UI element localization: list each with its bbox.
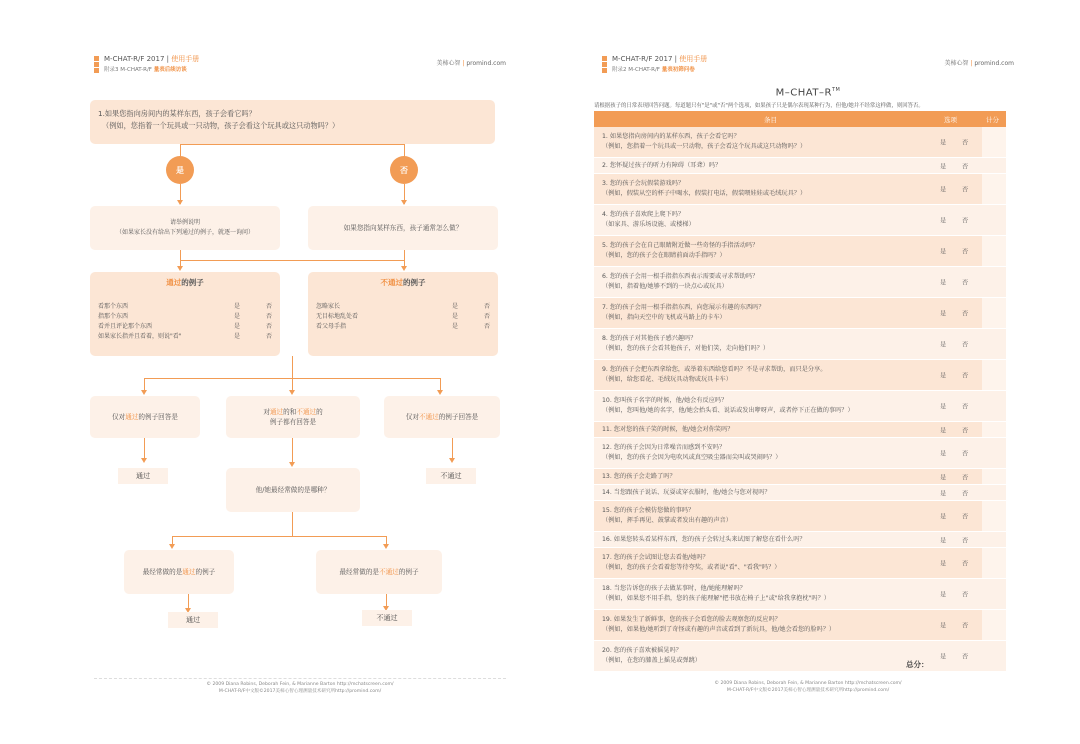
no-option[interactable]: 否 <box>962 591 969 599</box>
question-text: 8. 您的孩子对其他孩子感兴趣吗？ （例如，您的孩子会看其他孩子，对他们笑，走向他们吗？） <box>602 335 770 352</box>
question-text: 6. 您的孩子会用一根手指指东西表示需要或寻求帮助吗？ （例如，指着他/她够不到的一块点心或玩具） <box>602 273 759 290</box>
no-option[interactable]: 否 <box>962 403 969 411</box>
question-row <box>594 548 1006 579</box>
question-row <box>594 329 1006 360</box>
yes-instruction-box: 请举例说明 （如果家长没有给出下列通过的例子，就逐一询问） <box>90 206 280 250</box>
no-instruction-box: 如果您指向某样东西，孩子通常怎么做？ <box>308 206 498 250</box>
no-option[interactable]: 否 <box>962 490 969 497</box>
header-title: M-CHAT-R/F 2017 | 使用手册 <box>104 55 200 63</box>
example-text: 指那个东西 <box>98 313 129 320</box>
yes-option[interactable]: 是 <box>940 403 947 411</box>
yes-option[interactable]: 是 <box>940 490 947 497</box>
question-text: 14. 当您跟孩子说话、玩耍或穿衣服时，他/她会与您对视吗？ <box>602 488 771 496</box>
no-option[interactable]: 否 <box>962 653 969 661</box>
questionnaire-title: M–CHAT–R™ <box>775 87 841 99</box>
question-text: 11. 您对您的孩子笑的时候，他/她会对你笑吗？ <box>602 425 734 433</box>
example-row <box>316 312 490 321</box>
yes-option[interactable]: 是 <box>234 313 241 320</box>
question-row <box>594 532 1006 548</box>
example-text: 看那个东西 <box>98 303 129 310</box>
example-text: 看父母手指 <box>316 323 347 330</box>
score-cell[interactable] <box>982 438 1006 468</box>
no-node: 否 <box>390 156 418 184</box>
frequent-behavior-question: 他/她最经常做的是哪种？ <box>226 468 360 512</box>
example-row <box>98 322 272 331</box>
yes-option[interactable]: 是 <box>940 341 947 349</box>
score-cell[interactable] <box>982 158 1006 173</box>
question-text: 13. 您的孩子会走路了吗？ <box>602 472 676 480</box>
question-row <box>594 174 1006 205</box>
no-option[interactable]: 否 <box>962 163 969 170</box>
example-text: 看并且评论那个东西 <box>98 323 153 330</box>
no-option[interactable]: 否 <box>962 310 969 318</box>
question-row <box>594 469 1006 485</box>
result-pass-final: 通过 <box>168 612 218 628</box>
col-option-header: 选项 <box>944 116 957 124</box>
question-text: 1. 如果您指向房间内的某样东西，孩子会看它吗？ （例如，您指着一个玩具或一只动物，孩子会看这个玩具或这只动物吗？） <box>602 133 807 150</box>
no-option[interactable]: 否 <box>962 537 969 544</box>
no-option[interactable]: 否 <box>962 248 969 256</box>
question-text: 18. 当您告诉您的孩子去做某事时，他/她能理解吗？ （例如，如果您不用手指，您的孩子能理解"把书放在椅子上"或"给我拿抱枕"吗？） <box>602 585 830 602</box>
yes-option[interactable]: 是 <box>234 303 241 310</box>
no-option[interactable]: 否 <box>483 303 490 310</box>
col-item-header: 条目 <box>764 116 777 124</box>
header-subtitle: 附录3 M-CHAT-R/F 量表后续访谈 <box>104 67 187 73</box>
question-row <box>594 127 1006 158</box>
no-option[interactable]: 否 <box>265 303 272 310</box>
page-footer: © 2009 Diana Robins, Deborah Fein, & Marianne Barton http://mchatscreen.com/ M-CHAT-R/F中文版©2017美柿心智心理测量技术研究所http://promind.com/ <box>206 682 394 694</box>
question-text: 15. 您的孩子会模仿您做的事吗？ （例如，挥手再见、鼓掌或者发出有趣的声音） <box>602 507 732 524</box>
question-text: 20. 您的孩子喜欢被摇晃吗？ （例如，在您的膝盖上摇晃或弹跳） <box>602 647 701 664</box>
most-frequent-fail-box: 最经常做的是 不通过 的例子 <box>316 550 442 594</box>
question-text: 3. 您的孩子会玩假装游戏吗？ （例如，假装从空的杯子中喝水，假装打电话，假装喂娃娃或毛绒玩具？） <box>602 180 807 197</box>
fail-examples-box <box>308 272 498 356</box>
example-row <box>316 302 490 311</box>
no-option[interactable]: 否 <box>962 139 969 147</box>
no-option[interactable]: 否 <box>962 560 969 568</box>
question-text: 12. 您的孩子会因为日常噪音而感到不安吗？ （例如，您的孩子会因为电吹风或真空吸尘器而尖叫或哭闹吗？） <box>602 444 782 461</box>
yes-option[interactable]: 是 <box>940 139 947 147</box>
page-header <box>94 54 506 78</box>
total-score-label: 总分： <box>906 660 929 669</box>
yes-option[interactable]: 是 <box>940 279 947 287</box>
page-header <box>602 54 1014 78</box>
no-option[interactable]: 否 <box>265 333 272 340</box>
question-text: 7. 您的孩子会用一根手指指东西，向您展示有趣的东西吗？ （例如，指向天空中的飞机或马路上的卡车） <box>602 304 765 321</box>
result-fail: 不通过 <box>426 468 476 484</box>
brand-logo-icon <box>94 56 99 74</box>
yes-option[interactable]: 是 <box>452 323 459 330</box>
yes-node: 是 <box>166 156 194 184</box>
yes-option[interactable]: 是 <box>940 474 947 481</box>
question-text: 10. 您叫孩子名字的时候，他/她会有反应吗？ （例如，您叫他/她的名字，他/她会抬头看、说话或发出咿呀声，或者停下正在做的事吗？） <box>602 397 854 414</box>
score-cell[interactable] <box>982 360 1006 390</box>
no-option[interactable]: 否 <box>962 474 969 481</box>
question-row <box>594 360 1006 391</box>
branch-both-box: 对通过的和不通过的 例子都有回答是 <box>226 396 360 438</box>
yes-option[interactable]: 是 <box>940 163 947 170</box>
question-text: 16. 如果您转头看某样东西，您的孩子会转过头来试图了解您在看什么吗？ <box>602 535 806 543</box>
no-option[interactable]: 否 <box>962 622 969 630</box>
example-text: 无目标地乱处看 <box>316 313 359 320</box>
question-row <box>594 610 1006 641</box>
question-row <box>594 298 1006 329</box>
score-cell[interactable] <box>982 267 1006 297</box>
yes-option[interactable]: 是 <box>452 313 459 320</box>
no-option[interactable]: 否 <box>962 186 969 194</box>
question-text: 17. 您的孩子会试图让您去看他/她吗？ （例如，您的孩子会看着您等待夸奖，或者说"看"、"看我"吗？） <box>602 554 781 571</box>
yes-option[interactable]: 是 <box>940 186 947 194</box>
yes-option[interactable]: 是 <box>234 333 241 340</box>
yes-option[interactable]: 是 <box>940 653 947 661</box>
question-text: 4. 您的孩子喜欢爬上爬下吗？ （如家具、游乐场设施、或楼梯） <box>602 211 695 228</box>
no-option[interactable]: 否 <box>962 450 969 458</box>
yes-option[interactable]: 是 <box>234 323 241 330</box>
question-text: 2. 您怀疑过孩子的听力有障碍（耳聋）吗？ <box>602 161 722 169</box>
question-text: 5. 您的孩子会在自己眼睛附近做一些奇怪的手指活动吗？ （例如，您的孩子会在眼睛前面动手指吗？） <box>602 242 759 259</box>
table-header <box>594 111 1006 127</box>
question-row <box>594 267 1006 298</box>
no-option[interactable]: 否 <box>483 313 490 320</box>
no-option[interactable]: 否 <box>962 341 969 349</box>
col-score-header: 计分 <box>986 116 999 124</box>
most-frequent-pass-box: 最经常做的是 通过 的例子 <box>124 550 234 594</box>
yes-option[interactable]: 是 <box>940 450 947 458</box>
no-option[interactable]: 否 <box>962 513 969 521</box>
fail-examples-title: 不通过 的例子 <box>380 278 426 287</box>
question-row <box>594 205 1006 236</box>
result-pass: 通过 <box>118 468 168 484</box>
yes-option[interactable]: 是 <box>940 217 947 225</box>
header-site: 美柿心智 | promind.com <box>436 60 506 67</box>
score-cell[interactable] <box>982 174 1006 204</box>
questionnaire-instructions: 请根据孩子的日常表现回答问题。每道题只有"是"或"否"两个选项，如果孩子只是偶尔表现某种行为，但他/她并不经常这样做，则回答否。 <box>594 103 924 109</box>
question-row <box>594 158 1006 174</box>
score-cell[interactable] <box>982 127 1006 157</box>
example-text: 忽略家长 <box>316 303 341 310</box>
no-option[interactable]: 否 <box>483 323 490 330</box>
question-row <box>594 579 1006 610</box>
example-text: 如果家长指并且看着，则说"看" <box>98 333 182 340</box>
header-site: 美柿心智 | promind.com <box>944 60 1014 67</box>
example-row <box>98 312 272 321</box>
question-table <box>594 111 1006 672</box>
score-cell[interactable] <box>982 532 1006 547</box>
yes-option[interactable]: 是 <box>940 310 947 318</box>
score-cell[interactable] <box>982 391 1006 421</box>
question-row <box>594 485 1006 501</box>
question-row <box>594 422 1006 438</box>
score-cell[interactable] <box>982 236 1006 266</box>
score-cell[interactable] <box>982 548 1006 578</box>
yes-option[interactable]: 是 <box>452 303 459 310</box>
page-footer: © 2009 Diana Robins, Deborah Fein, & Marianne Barton http://mchatscreen.com/ M-CHAT-R/F中文版©2017美柿心智心理测量技术研究所http://promind.com/ <box>714 681 902 693</box>
yes-option[interactable]: 是 <box>940 560 947 568</box>
question-row <box>594 641 1006 672</box>
question-text: 19. 如果发生了新鲜事，您的孩子会看您的脸去观察您的反应吗？ （例如，如果他/她听到了奇怪或有趣的声音或看到了新玩具，他/她会看您的脸吗？） <box>602 616 836 633</box>
question-row <box>594 501 1006 532</box>
score-cell[interactable] <box>982 579 1006 609</box>
score-cell[interactable] <box>982 641 1006 671</box>
result-fail-final: 不通过 <box>362 610 412 626</box>
no-option[interactable]: 否 <box>962 372 969 380</box>
no-option[interactable]: 否 <box>962 217 969 225</box>
brand-logo-icon <box>602 56 607 74</box>
score-cell[interactable] <box>982 298 1006 328</box>
yes-option[interactable]: 是 <box>940 513 947 521</box>
no-option[interactable]: 否 <box>962 279 969 287</box>
yes-option[interactable]: 是 <box>940 427 947 434</box>
yes-option[interactable]: 是 <box>940 591 947 599</box>
header-title: M-CHAT-R/F 2017 | 使用手册 <box>612 55 708 63</box>
screening-questionnaire-page <box>588 38 1028 703</box>
score-cell[interactable] <box>982 469 1006 484</box>
yes-option[interactable]: 是 <box>940 622 947 630</box>
example-row <box>98 302 272 311</box>
yes-option[interactable]: 是 <box>940 248 947 256</box>
example-row <box>316 322 490 331</box>
header-subtitle: 附录2 M-CHAT-R/F 量表初筛问卷 <box>612 67 695 73</box>
example-row <box>98 332 272 341</box>
score-cell[interactable] <box>982 610 1006 640</box>
branch-fail-only-box: 仅对 不通过 的例子回答是 <box>384 396 500 438</box>
score-cell[interactable] <box>982 485 1006 500</box>
question-row <box>594 438 1006 469</box>
score-cell[interactable] <box>982 205 1006 235</box>
score-cell[interactable] <box>982 329 1006 359</box>
yes-option[interactable]: 是 <box>940 372 947 380</box>
branch-pass-only-box: 仅对 通过 的例子回答是 <box>90 396 200 438</box>
question-row <box>594 236 1006 267</box>
question-text: 9. 您的孩子会把东西拿给您，或举着东西给您看吗？不是寻求帮助，而只是分享。 （例如，给您看花、毛绒玩具动物或玩具卡车） <box>602 366 827 383</box>
score-cell[interactable] <box>982 422 1006 437</box>
no-option[interactable]: 否 <box>962 427 969 434</box>
score-cell[interactable] <box>982 501 1006 531</box>
no-option[interactable]: 否 <box>265 323 272 330</box>
yes-option[interactable]: 是 <box>940 537 947 544</box>
pass-examples-box <box>90 272 280 356</box>
question-row <box>594 391 1006 422</box>
question-box: 1.如果您指向房间内的某样东西，孩子会看它吗？ （例如，您指着一个玩具或一只动物，孩子会看这个玩具或这只动物吗？） <box>90 100 495 144</box>
follow-up-interview-page <box>80 38 520 703</box>
no-option[interactable]: 否 <box>265 313 272 320</box>
pass-examples-title: 通过 的例子 <box>166 278 204 287</box>
